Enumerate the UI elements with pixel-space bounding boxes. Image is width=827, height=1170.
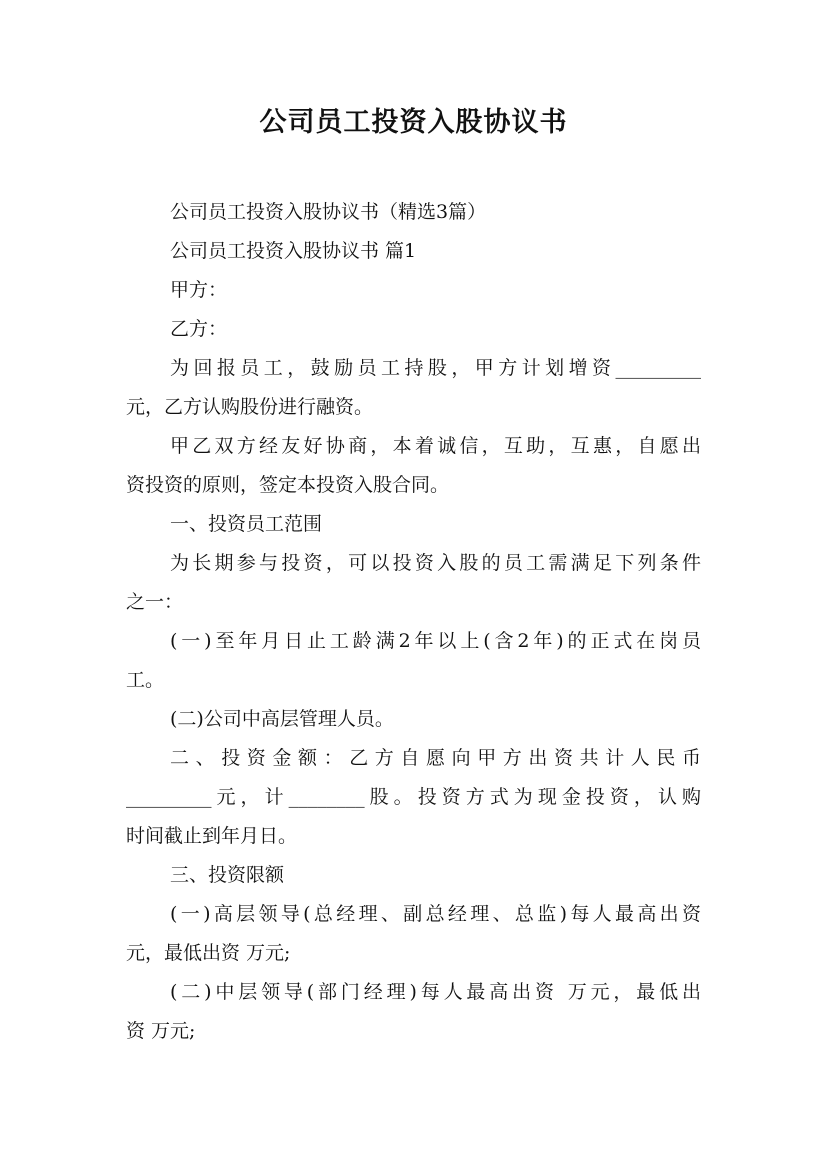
document-title: 公司员工投资入股协议书 [259, 107, 568, 138]
doc-line: 时间截止到年月日。 [126, 825, 298, 847]
doc-line: 资投资的原则，签定本投资入股合同。 [126, 474, 450, 496]
doc-line: (二)公司中高层管理人员。 [170, 708, 394, 730]
doc-line: 工。 [126, 669, 165, 691]
doc-line-heading-3: 三、投资限额 [170, 864, 285, 886]
doc-line-section-heading: 公司员工投资入股协议书 篇1 [170, 240, 417, 262]
doc-line-heading-2: 二、投资金额：乙方自愿向甲方出资共计人民币 [170, 747, 701, 769]
doc-line: _________元，计________股。投资方式为现金投资，认购 [126, 786, 701, 808]
doc-line-party-b: 乙方： [170, 318, 228, 340]
doc-line: 甲乙双方经友好协商，本着诚信，互助，互惠，自愿出 [170, 435, 701, 457]
doc-line: (一)高层领导(总经理、副总经理、总监)每人最高出资 [170, 903, 701, 925]
doc-line: 元，乙方认购股份进行融资。 [126, 396, 374, 418]
doc-line: 为长期参与投资，可以投资入股的员工需满足下列条件 [170, 552, 701, 574]
doc-line: (二)中层领导(部门经理)每人最高出资 万元，最低出 [170, 981, 701, 1003]
doc-line: (一)至年月日止工龄满2年以上(含2年)的正式在岗员 [170, 630, 701, 652]
doc-line: 之一： [126, 591, 184, 613]
doc-line-heading-1: 一、投资员工范围 [170, 513, 323, 535]
doc-line: 资 万元; [126, 1020, 196, 1042]
doc-line: 元，最低出资 万元; [126, 942, 291, 964]
doc-line-subtitle: 公司员工投资入股协议书（精选3篇） [170, 201, 487, 223]
doc-line-party-a: 甲方： [170, 279, 228, 301]
doc-line: 为回报员工，鼓励员工持股，甲方计划增资_________ [170, 357, 701, 379]
